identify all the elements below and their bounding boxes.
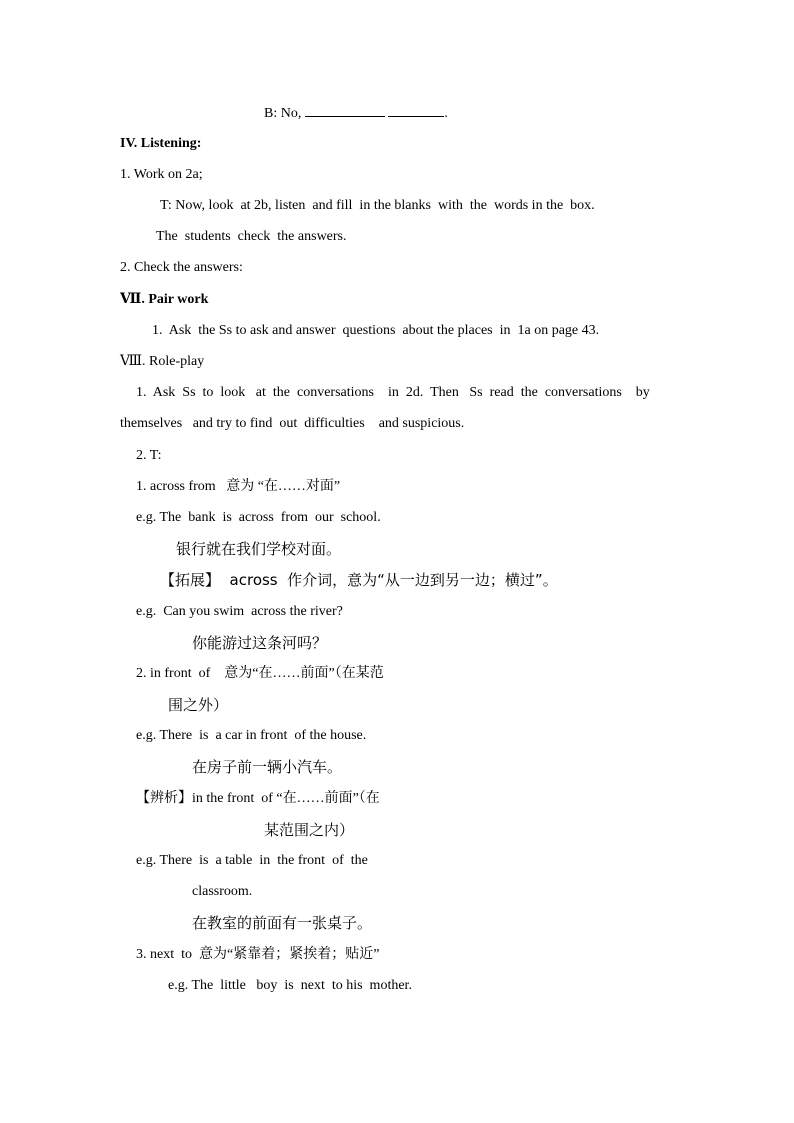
vocab-across-from: 1. across from 意为 “在……对面” xyxy=(136,479,341,494)
answer-blank-2 xyxy=(388,102,444,117)
viii-item: 2. T: xyxy=(136,448,162,463)
example-en: e.g. The little boy is next to his mother. xyxy=(168,978,412,993)
answer-blank-1 xyxy=(305,102,385,117)
example-en-cont: classroom. xyxy=(192,884,253,899)
viii-item: 1. Ask Ss to look at the conversations in 2d. Then Ss read the conversations by xyxy=(136,385,650,400)
vocab-in-front-of: 2. in front of 意为“在……前面”（在某范 xyxy=(136,666,384,681)
section-viii-heading: Ⅷ. Role-play xyxy=(120,354,205,369)
distinction-note: 【辨析】in the front of “在……前面”（在 xyxy=(136,791,380,806)
viii-item: themselves and try to find out difficulties and suspicious. xyxy=(120,416,465,431)
iv-item: 2. Check the answers: xyxy=(120,260,243,275)
dialog-b-end: . xyxy=(444,106,448,121)
dialog-b-prefix: B: No, xyxy=(264,106,302,121)
example-cn: 银行就在我们学校对面。 xyxy=(176,540,342,558)
example-en: e.g. The bank is across from our school. xyxy=(136,510,381,525)
vocab-in-front-of-cont: 围之外） xyxy=(168,696,229,714)
example-en: e.g. There is a table in the front of the xyxy=(136,853,368,868)
vii-item: 1. Ask the Ss to ask and answer questions about the places in 1a on page 43. xyxy=(152,323,600,338)
iv-item: 1. Work on 2a; xyxy=(120,167,203,182)
iv-item: The students check the answers. xyxy=(156,229,347,244)
distinction-note-cont: 某范围之内） xyxy=(264,821,355,839)
example-en: e.g. Can you swim across the river? xyxy=(136,604,343,619)
dialog-line-b xyxy=(264,102,448,124)
extension-note: 【拓展】 across 作介词，意为“从一边到另一边；横过”。 xyxy=(160,571,558,589)
example-cn: 在教室的前面有一张桌子。 xyxy=(192,914,373,932)
section-vii-heading: Ⅶ. Pair work xyxy=(120,292,209,307)
example-cn: 你能游过这条河吗？ xyxy=(192,634,328,652)
example-cn: 在房子前一辆小汽车。 xyxy=(192,758,343,776)
section-iv-heading: IV. Listening: xyxy=(120,136,202,151)
example-en: e.g. There is a car in front of the house. xyxy=(136,728,367,743)
vocab-next-to: 3. next to 意为“紧靠着；紧挨着；贴近” xyxy=(136,947,380,962)
iv-item: T: Now, look at 2b, listen and fill in the blanks with the words in the box. xyxy=(160,198,595,213)
